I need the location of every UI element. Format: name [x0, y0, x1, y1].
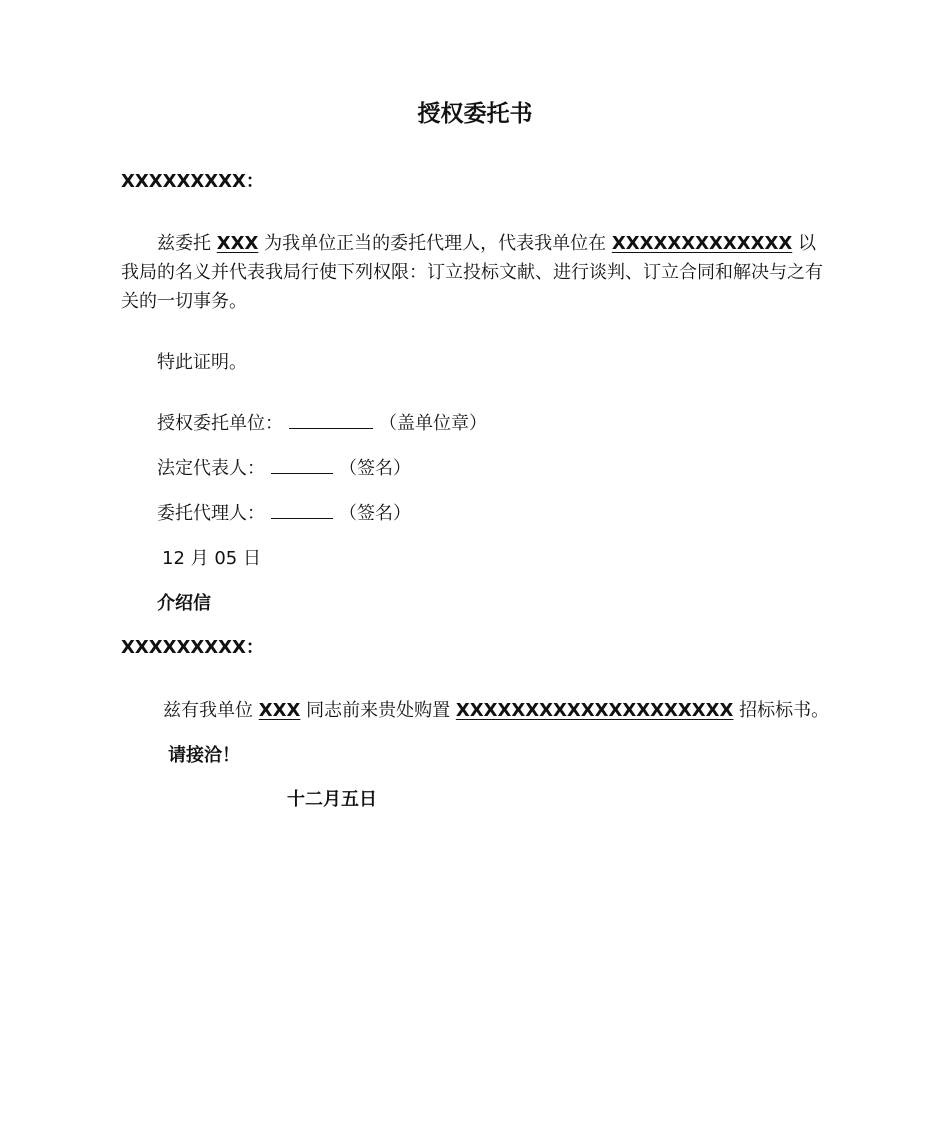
agent-name: XXX [216, 233, 259, 254]
letter-addressee: XXXXXXXXX： [121, 637, 264, 658]
agent-label: 委托代理人： [157, 503, 265, 524]
document-date: 12 月 05 日 [162, 548, 261, 569]
letter-text-3: 招标标书。 [733, 700, 830, 721]
letter-person: XXX [258, 700, 301, 721]
letter-text-1: 兹有我单位 [163, 700, 259, 721]
authorization-paragraph [121, 229, 833, 316]
agent-blank [271, 500, 333, 519]
letter-date: 十二月五日 [287, 789, 377, 810]
letter-closing: 请接洽！ [168, 745, 240, 766]
body-text-3: 以我局的名义并代表我局行使下列权限：订立投标文献、进行谈判、订立合同和解决与之有关的一切事务。 [121, 233, 823, 312]
letter-text-2: 同志前来贵处购置 [300, 700, 456, 721]
authorizing-unit-blank [289, 410, 373, 429]
authorizing-unit-field [157, 410, 487, 438]
legal-representative-label: 法定代表人： [157, 458, 265, 479]
legal-representative-field [157, 455, 411, 483]
authorizing-unit-label: 授权委托单位： [157, 413, 283, 434]
document-title: 授权委托书 [417, 101, 533, 127]
project-name: XXXXXXXXXXXXX [611, 233, 793, 254]
legal-representative-note: （签名） [339, 458, 411, 479]
certify-text: 特此证明。 [157, 352, 247, 373]
letter-body [163, 697, 829, 725]
letter-title: 介绍信 [157, 593, 211, 614]
addressee: XXXXXXXXX： [121, 171, 264, 192]
body-text-1: 兹委托 [157, 233, 217, 254]
body-text-2: 为我单位正当的委托代理人，代表我单位在 [258, 233, 612, 254]
agent-field [157, 500, 411, 528]
letter-item: XXXXXXXXXXXXXXXXXXXX [455, 700, 734, 721]
legal-representative-blank [271, 455, 333, 474]
authorizing-unit-note: （盖单位章） [379, 413, 487, 434]
agent-note: （签名） [339, 503, 411, 524]
